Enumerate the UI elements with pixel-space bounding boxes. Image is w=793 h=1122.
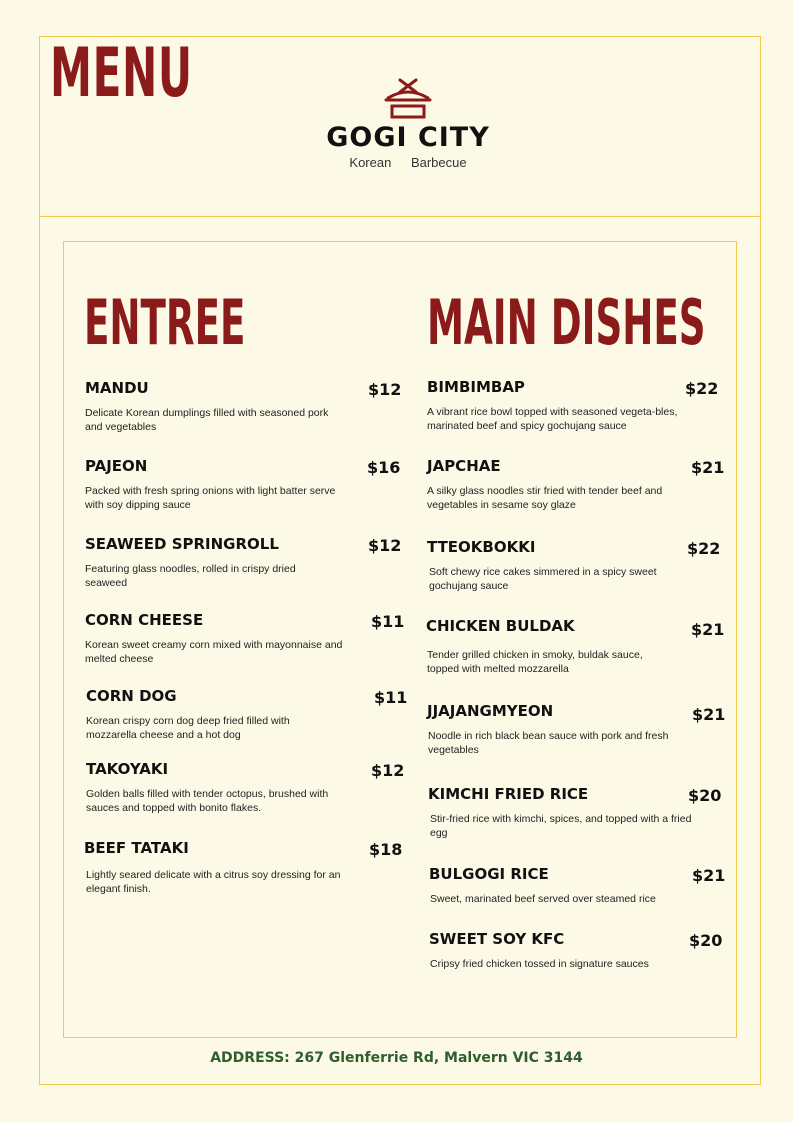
item-price: $18 bbox=[369, 840, 403, 859]
item-name: JJAJANGMYEON bbox=[427, 702, 554, 720]
item-price: $21 bbox=[691, 620, 725, 639]
item-name: CORN DOG bbox=[86, 687, 177, 705]
restaurant-address: ADDRESS: 267 Glenferrie Rd, Malvern VIC 3144 bbox=[210, 1050, 583, 1066]
item-price: $22 bbox=[687, 539, 721, 558]
item-desc: Packed with fresh spring onions with light batter serve with soy dipping sauce bbox=[85, 485, 336, 511]
item-name: CORN CHEESE bbox=[85, 611, 204, 629]
item-name: TTEOKBOKKI bbox=[427, 538, 536, 556]
page-title: MENU bbox=[50, 34, 193, 113]
item-name: SEAWEED SPRINGROLL bbox=[85, 535, 279, 553]
item-price: $16 bbox=[367, 458, 401, 477]
item-price: $20 bbox=[689, 931, 723, 950]
item-price: $20 bbox=[688, 786, 722, 805]
item-desc: Cripsy fried chicken tossed in signature sauces bbox=[430, 958, 649, 970]
item-desc: Noodle in rich black bean sauce with pork and fresh vegetables bbox=[428, 730, 669, 756]
item-name: PAJEON bbox=[85, 457, 148, 475]
item-price: $12 bbox=[368, 380, 402, 399]
item-name: MANDU bbox=[85, 379, 149, 397]
brand-tagline: Korean Barbecue bbox=[349, 155, 467, 170]
item-desc: Featuring glass noodles, rolled in crispy dried seaweed bbox=[85, 563, 296, 589]
item-name: CHICKEN BULDAK bbox=[426, 617, 575, 635]
brand-name: GOGI CITY bbox=[326, 122, 490, 153]
item-desc: Golden balls filled with tender octopus, brushed with sauces and topped with bonito flakes. bbox=[86, 788, 329, 814]
item-price: $11 bbox=[374, 688, 408, 707]
mains-title: MAIN DISHES bbox=[427, 286, 706, 359]
item-desc: Lightly seared delicate with a citrus soy dressing for an elegant finish. bbox=[86, 869, 341, 895]
item-name: TAKOYAKI bbox=[86, 760, 169, 778]
item-desc: A silky glass noodles stir fried with tender beef and vegetables in sesame soy glaze bbox=[427, 485, 663, 511]
item-price: $21 bbox=[692, 705, 726, 724]
item-price: $21 bbox=[692, 866, 726, 885]
item-desc: Korean sweet creamy corn mixed with mayonnaise and melted cheese bbox=[85, 639, 343, 665]
item-desc: Sweet, marinated beef served over steamed rice bbox=[430, 893, 656, 905]
item-name: BIMBIMBAP bbox=[427, 378, 525, 396]
item-name: SWEET SOY KFC bbox=[429, 930, 565, 948]
brand-logo bbox=[324, 78, 492, 170]
item-price: $21 bbox=[691, 458, 725, 477]
pagoda-icon bbox=[382, 78, 434, 120]
entree-title: ENTREE bbox=[84, 286, 246, 359]
item-desc: Delicate Korean dumplings filled with seasoned pork and vegetables bbox=[85, 407, 329, 433]
item-desc: A vibrant rice bowl topped with seasoned vegeta-bles, marinated beef and spicy gochujang sauce bbox=[427, 406, 678, 432]
item-desc: Soft chewy rice cakes simmered in a spicy sweet gochujang sauce bbox=[429, 566, 657, 592]
item-name: BULGOGI RICE bbox=[429, 865, 549, 883]
item-desc: Korean crispy corn dog deep fried filled with mozzarella cheese and a hot dog bbox=[86, 715, 290, 741]
item-price: $12 bbox=[368, 536, 402, 555]
item-name: JAPCHAE bbox=[427, 457, 501, 475]
item-desc: Tender grilled chicken in smoky, buldak sauce, topped with melted mozzarella bbox=[427, 649, 643, 675]
item-price: $11 bbox=[371, 612, 405, 631]
item-name: KIMCHI FRIED RICE bbox=[428, 785, 589, 803]
item-name: BEEF TATAKI bbox=[84, 839, 189, 857]
item-desc: Stir-fried rice with kimchi, spices, and topped with a fried egg bbox=[430, 813, 692, 839]
item-price: $22 bbox=[685, 379, 719, 398]
item-price: $12 bbox=[371, 761, 405, 780]
header-divider bbox=[39, 216, 761, 217]
